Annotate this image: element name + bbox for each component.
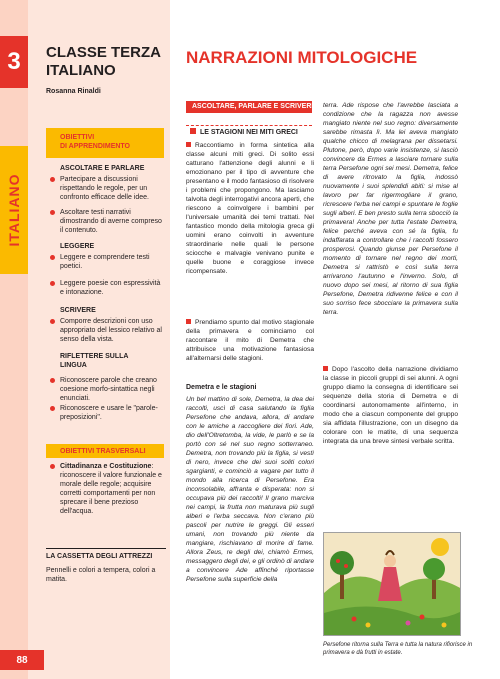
drawing-caption: Persefone ritorna sulla Terra e tutta la natura rifiorisce in primavera e dà frutti in estate. — [323, 642, 473, 656]
paragraph-intro-text: Raccontiamo in forma sintetica alla classe alcuni miti greci. Di solito essi catturano l'attenzione degli alunni e li emozionano per il tipo di avventure che presentano e il modo fantasioso di risolvere i problemi che propongono. Ma lasciamo talvolta degli interrogativi ancora aperti, che riescono a coinvolgere i bambini per l'universale umanità dei temi trattati. Nel fantastico mondo della mitologia greca gli uomini erano coinvolti in avventure straordinarie nelle quali le persone sciocche e malvagie venivano punite e quelle buone e coraggiose invece ricompensate. — [186, 142, 314, 275]
objective-item: Partecipare a discussioni rispettando le regole, per un confronto efficace delle idee. — [50, 175, 166, 202]
unit-badge: 3 — [0, 36, 28, 88]
objective-item: Riconoscere e usare le "parole-preposizioni". — [50, 404, 166, 422]
objective-item: Riconoscere parole che creano coesione morfo-sintattica negli enunciati. — [50, 376, 166, 403]
class-title — [46, 44, 161, 80]
paragraph-activity-text: Dopo l'ascolto della narrazione dividiamo la classe in piccoli gruppi di sei alunni. A ogni gruppo diamo la consegna di identificare sei sequenze della storia di Demetra e di coordinarsi autonomamente all'interno, in modo che a ciascun componente del gruppo sia affidata l'illustrazione, con un disegno da colorare con le matite, di una sequenza integrata da una breve sintesi verbale scritta. — [323, 366, 458, 445]
objective-group-heading: SCRIVERE — [60, 307, 96, 314]
article-title: NARRAZIONI MITOLOGICHE — [186, 48, 418, 67]
section-divider — [186, 125, 312, 126]
square-bullet-icon — [186, 142, 191, 147]
square-bullet-icon — [323, 366, 328, 371]
story-subhead: Demetra e le stagioni — [186, 384, 257, 391]
objective-item: Leggere e comprendere testi poetici. — [50, 253, 166, 271]
objectives-header-line2: DI APPRENDIMENTO — [60, 143, 131, 150]
square-bullet-icon — [186, 319, 191, 324]
paragraph-spunto — [186, 318, 314, 363]
section-heading-text: LE STAGIONI NEI MITI GRECI — [200, 129, 298, 136]
transversal-item — [50, 462, 166, 516]
arrow-marker-icon — [190, 128, 196, 134]
objective-group-heading: RIFLETTERE SULLA LINGUA — [60, 353, 129, 369]
transversal-header: OBIETTIVI TRASVERSALI — [46, 444, 164, 458]
author: Rosanna Rinaldi — [46, 88, 101, 95]
objectives-header-line1: OBIETTIVI — [60, 134, 95, 141]
objective-group-heading: ASCOLTARE E PARLARE — [60, 165, 145, 172]
objective-item: Ascoltare testi narrativi dimostrando di averne compreso il contenuto. — [50, 208, 166, 235]
sidebar-strip — [0, 0, 28, 679]
story-part1: Un bel mattino di sole, Demetra, la dea dei raccolti, uscì di casa salutando la figlia Persefone che andava, allora, di andare con le amiche a raccogliere dei fiori. Ade, dio dell'Oltretomba, la vide, le parlò e se la portò con sé nel suo regno sotterraneo. Demetra, non trovando più la figlia, si vestì di nero, invece che dei suoi soliti colori sgargianti, e cominciò a vagare per tutto il mondo alla ricerca di Persefone. Era inconsolabile, affranta e disperata: non si occupava più dei raccolti! Il grano marciva nei campi, la frutta non maturava più sugli alberi e l'erba seccava. Non c'erano più pascoli per nutrire le greggi. Gli esseri umani, non trovando più niente da mangiare, rischiavano di morire di fame. Allora Zeus, re degli dei, chiamò Ermes, messaggero degli dei, e gli ordinò di andare a convincere Ade affinché riportasse Persefone sulla superficie della — [186, 396, 314, 583]
transversal-item-text: : riconoscere il valore funzionale e morale delle regole; acquisire corretti comportamenti per non sprecare il bene prezioso dell'acqua. — [60, 463, 162, 515]
class-title-line1: CLASSE TERZA — [46, 44, 162, 61]
childrens-drawing — [323, 532, 461, 636]
subject-tab-label: ITALIANO — [6, 173, 22, 247]
page-number: 88 — [0, 650, 44, 670]
paragraph-intro — [186, 141, 314, 276]
cassetta-title: LA CASSETTA DEGLI ATTREZZI — [46, 553, 153, 560]
class-title-line2: ITALIANO — [46, 62, 116, 79]
divider — [46, 548, 166, 549]
transversal-item-bold: Cittadinanza e Costituzione — [60, 463, 152, 470]
objective-item: Leggere poesie con espressività e intonazione. — [50, 279, 166, 297]
paragraph-activity — [323, 365, 458, 446]
objective-group-heading: LEGGERE — [60, 243, 95, 250]
story-part2: terra. Ade rispose che l'avrebbe lasciata a condizione che la ragazza non avesse mangiato niente nel suo regno: diversamente sarebbe rimasta lì. Ma lei aveva mangiato qualche chicco di melagrana per dissetarsi. Plutone, però, dopo varie insistenze, si lasciò convincere da Ermes a lasciare tornare sulla terra Persefone ogni sei mesi. Demetra, felice di avere ritrovato la figlia, indossò nuovamente i suoi splendidi abiti: si mise al lavoro per far rigermogliare il grano, ricrescere l'erba nei campi e spuntare le foglie sugli alberi. E ben presto sulla terra sbocciò la primavera! Anche per tutta l'estate Demetra, felice perché aveva con sé la figlia, fu indaffarata a controllare che i raccolti fossero prosperosi. Quando giunse per Persefone il momento di tornare nel regno dei morti, Demetra si rattristò e così sulla terra arrivarono l'autunno e l'inverno. Solo, di nuovo dopo sei mesi, al ritorno di sua figlia Persefone, Demetra ridivenne felice e con il suo sorriso fece sbocciare la primavera sulla terra. — [323, 102, 458, 316]
objective-item: Comporre descrizioni con uso appropriato del lessico relativo al senso della vista. — [50, 317, 166, 344]
cassetta-text: Pennelli e colori a tempera, colori a matita. — [46, 567, 156, 583]
drawing-illustration — [324, 533, 461, 636]
section-heading — [190, 128, 298, 136]
paragraph-spunto-text: Prendiamo spunto dal motivo stagionale della primavera e cominciamo col raccontare il mito di Demetra che attribuisce una motivazione fantasiosa all'alternarsi delle stagioni. — [186, 319, 314, 362]
objectives-header — [46, 128, 164, 158]
section-ribbon: ASCOLTARE, PARLARE E SCRIVERE — [186, 101, 312, 113]
